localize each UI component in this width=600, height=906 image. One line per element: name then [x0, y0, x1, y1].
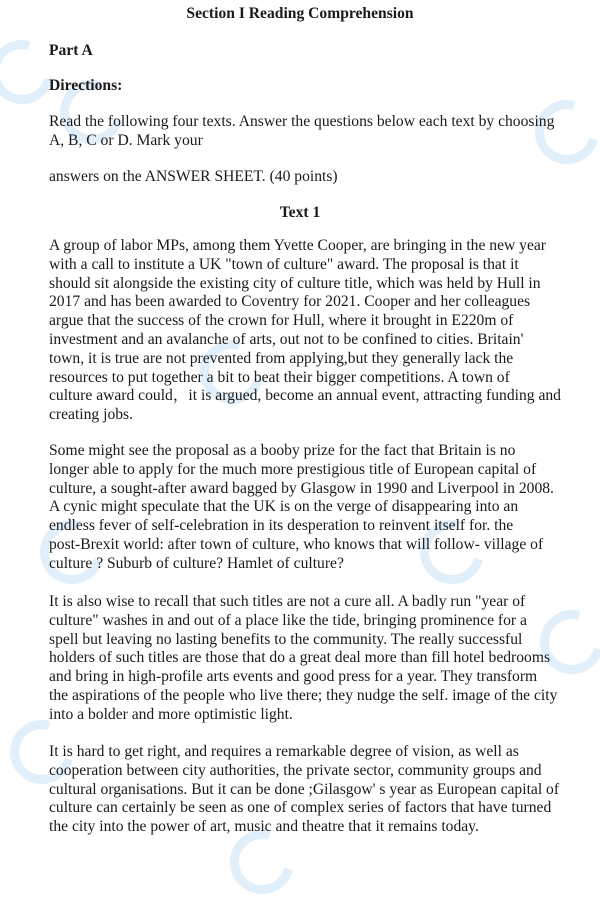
paragraph-line: cultural organisations. But it can be done ;Gilasgow' s year as European capital of [49, 780, 560, 798]
paragraph-line: culture, a sought-after award bagged by Glasgow in 1990 and Liverpool in 2008. [49, 479, 554, 497]
paragraph-line: 2017 and has been awarded to Coventry for 2021. Cooper and her colleagues [49, 293, 531, 311]
paragraph-line: endless fever of self-celebration in its desperation to reinvent itself for. the [49, 517, 514, 535]
paragraph-line: culture ? Suburb of culture? Hamlet of culture? [49, 554, 344, 572]
paragraph-line: post-Brexit world: after town of culture, who knows that will follow- village of [49, 535, 544, 553]
paragraph-line: into a bolder and more optimistic light. [49, 705, 293, 723]
directions-line: answers on the ANSWER SHEET. (40 points) [49, 168, 338, 185]
paragraph-1 [49, 237, 561, 425]
paragraph-2 [49, 442, 554, 574]
paragraph-line: and bring in high-profile arts events and good press for a year. They transform [49, 668, 538, 686]
paragraph-3 [49, 593, 557, 725]
part-heading: Part A [49, 42, 93, 59]
paragraph-line: spell but leaving no lasting benefits to the community. The really successful [49, 630, 523, 648]
paragraph-line: A cynic might speculate that the UK is on the verge of disappearing into an [49, 498, 519, 516]
paragraph-line: Some might see the proposal as a booby prize for the fact that Britain is no [49, 442, 516, 459]
paragraph-line: resources to put together a bit to beat their bigger competitions. A town of [49, 368, 510, 386]
directions-line: Read the following four texts. Answer the questions below each text by choosing [49, 113, 555, 130]
section-title: Section I Reading Comprehension [186, 5, 414, 22]
paragraph-line: town, it is true are not prevented from applying,but they generally lack the [49, 349, 514, 367]
paragraph-line: creating jobs. [49, 406, 134, 424]
paragraph-line: should sit alongside the existing city of culture title, which was held by Hull in [49, 274, 541, 292]
paragraph-line: A group of labor MPs, among them Yvette Cooper, are bringing in the new year [49, 237, 546, 254]
paragraph-4 [49, 743, 559, 837]
paragraph-line: investment and an avalanche of arts, out not to be confined to cities. Britain' [49, 330, 524, 348]
paragraph-line: culture award could，it is argued, become an annual event, attracting funding and [49, 387, 561, 405]
paragraph-line: It is hard to get right, and requires a remarkable degree of vision, as well as [49, 743, 519, 760]
paragraph-line: the aspirations of the people who live there; they nudge the self. image of the city [49, 686, 558, 704]
text-title: Text 1 [279, 204, 321, 221]
paragraph-line: It is also wise to recall that such titles are not a cure all. A badly run "year of [49, 593, 526, 610]
paragraph-line: the city into the power of art, music and theatre that it remains today. [49, 818, 479, 836]
paragraph-line: culture can certainly be seen as one of complex series of factors that have turned [49, 799, 552, 817]
directions-label: Directions: [49, 77, 123, 94]
watermark-logo-icon [523, 88, 600, 175]
paragraph-line: longer able to apply for the much more prestigious title of European capital of [49, 460, 537, 478]
directions-line: A, B, C or D. Mark your [49, 132, 203, 149]
paragraph-line: argue that the success of the crown for Hull, where it brought in E220m of [49, 312, 514, 330]
paragraph-line: cooperation between city authorities, the private sector, community groups and [49, 761, 542, 779]
paragraph-line: culture" washes in and out of a place like the tide, bringing prominence for a [49, 611, 527, 629]
paragraph-line: holders of such titles are those that do a great deal more than fill hotel bedrooms [49, 649, 551, 667]
paragraph-line: with a call to institute a UK "town of culture" award. The proposal is that it [49, 255, 519, 273]
